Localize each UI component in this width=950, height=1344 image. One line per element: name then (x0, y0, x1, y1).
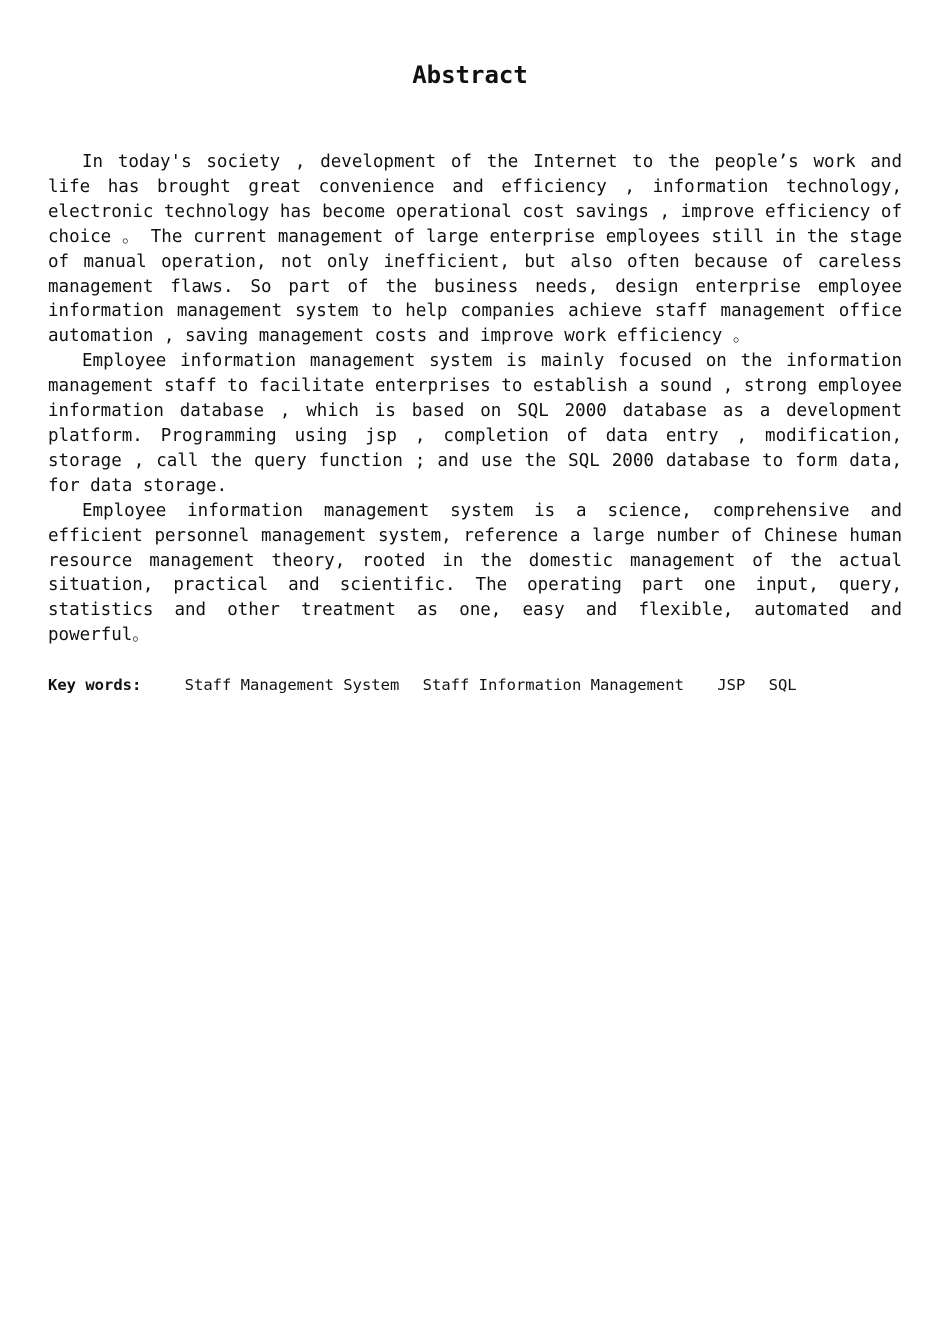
abstract-paragraph-3: Employee information management system is a science, comprehensive and efficient personnel management system, reference a large number of Chinese human resource management theory, rooted in the domestic management of the actual situation, practical and scientific. The operating part one input, query, statistics and other treatment as one, easy and flexible, automated and powerful。 (48, 500, 902, 646)
keyword-item: Staff Management System (184, 676, 400, 694)
abstract-body (48, 150, 902, 648)
keyword-item: JSP (717, 676, 746, 694)
keyword-item: SQL (768, 676, 797, 694)
keyword-item: Staff Information Management (422, 676, 684, 694)
abstract-paragraph-2: Employee information management system is mainly focused on the information management staff to facilitate enterprises to establish a sound , strong employee information database , which is based on SQL 2000 database as a development platform. Programming using jsp , completion of data entry , modification, storage , call the query function ; and use the SQL 2000 database to form data, for data storage. (48, 351, 902, 496)
abstract-title: Abstract (412, 61, 528, 89)
keywords-line (48, 674, 908, 696)
keywords-label: Key words: (48, 676, 142, 694)
abstract-paragraph-1: In today's society , development of the Internet to the people’s work and life has brought great convenience and efficiency , information technology, electronic technology has become operational cost savings , improve efficiency of choice 。 The current management of large enterprise employees still in the stage of manual operation, not only inefficient, but also often because of careless management flaws. So part of the business needs, design enterprise employee information management system to help companies achieve staff management office automation , saving management costs and improve work efficiency 。 (48, 152, 902, 347)
